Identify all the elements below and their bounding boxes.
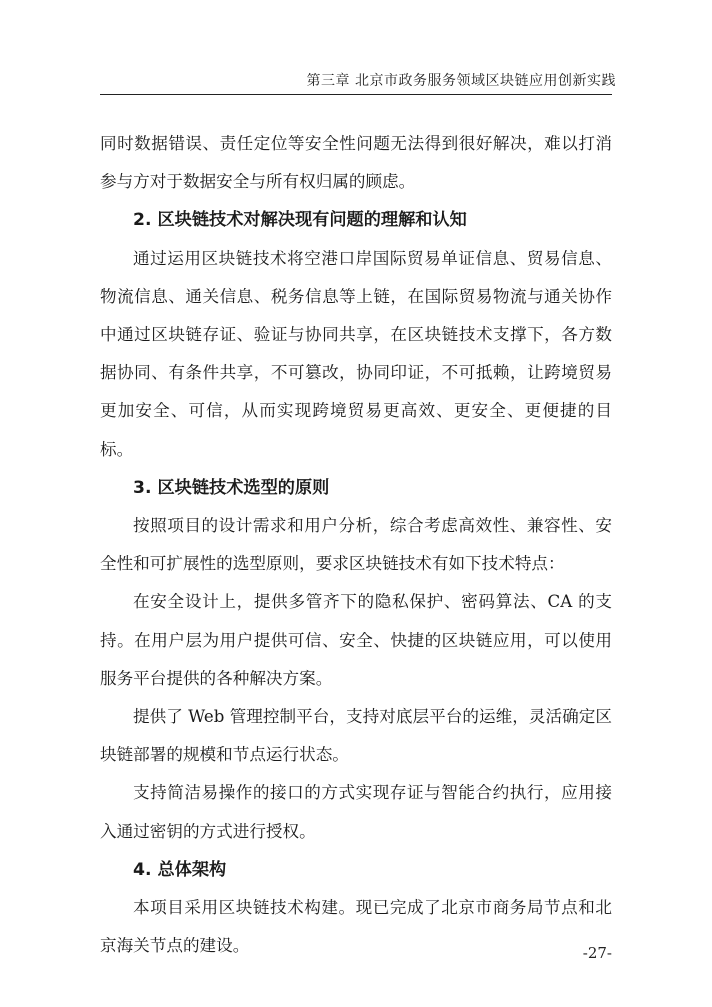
paragraph-3-1: 按照项目的设计需求和用户分析，综合考虑高效性、兼容性、安全性和可扩展性的选型原则，要求区块链技术有如下技术特点： [100, 516, 612, 574]
header-divider [100, 94, 612, 95]
paragraph-3-3: 提供了 Web 管理控制平台，支持对底层平台的运维，灵活确定区块链部署的规模和节点运行状态。 [100, 707, 612, 765]
section-heading-2: 2. 区块链技术对解决现有问题的理解和认知 [133, 210, 467, 231]
paragraph-3-2: 在安全设计上，提供多管齐下的隐私保护、密码算法、CA 的支持。在用户层为用户提供可信、安全、快捷的区块链应用，可以使用服务平台提供的各种解决方案。 [100, 592, 612, 688]
paragraph-3-4: 支持简洁易操作的接口的方式实现存证与智能合约执行，应用接入通过密钥的方式进行授权。 [100, 783, 612, 841]
section-heading-4: 4. 总体架构 [133, 859, 227, 880]
paragraph-4-1: 本项目采用区块链技术构建。现已完成了北京市商务局节点和北京海关节点的建设。 [100, 898, 612, 956]
section-heading-3: 3. 区块链技术选型的原则 [133, 477, 330, 498]
page-number: -27- [582, 944, 612, 962]
running-header: 第三章 北京市政务服务领域区块链应用创新实践 [306, 73, 616, 89]
paragraph-2-1: 通过运用区块链技术将空港口岸国际贸易单证信息、贸易信息、物流信息、通关信息、税务信息等上链，在国际贸易物流与通关协作中通过区块链存证、验证与协同共享，在区块链技术支撑下，各方数据协同、有条件共享，不可篡改，协同印证，不可抵赖，让跨境贸易更加安全、可信，从而实现跨境贸易更高效、更安全、更便捷的目标。 [100, 248, 612, 459]
page-body [100, 125, 612, 965]
paragraph-intro: 同时数据错误、责任定位等安全性问题无法得到很好解决，难以打消参与方对于数据安全与所有权归属的顾虑。 [100, 134, 612, 192]
